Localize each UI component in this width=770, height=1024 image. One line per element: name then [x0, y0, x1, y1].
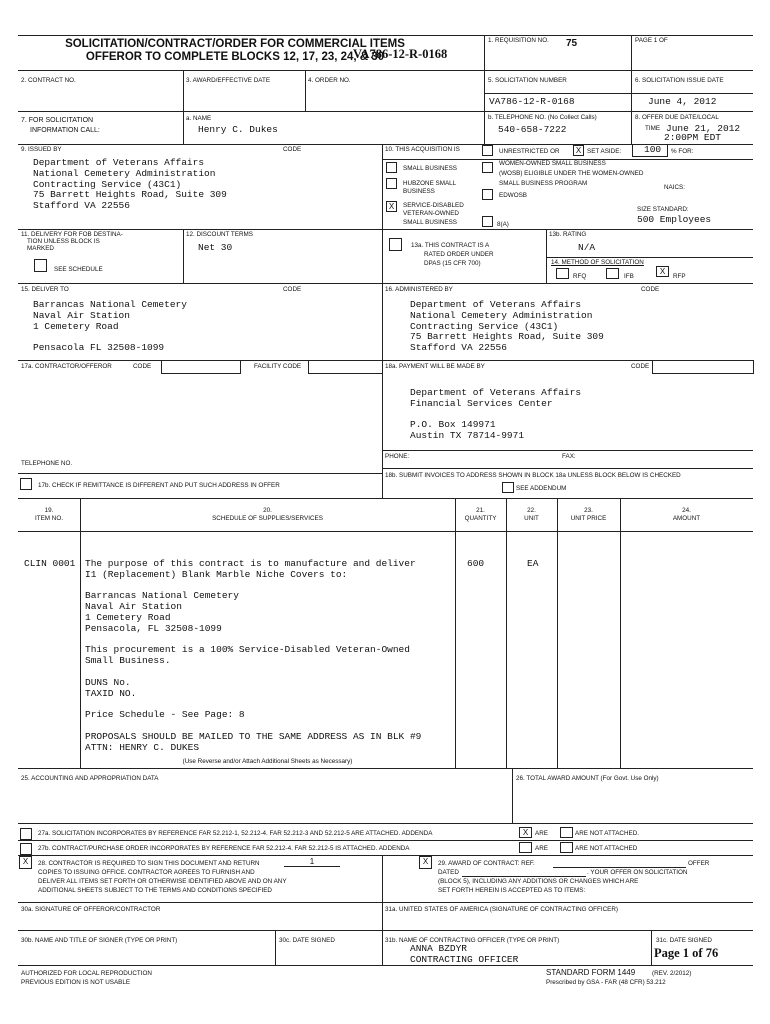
- size-standard-label: SIZE STANDARD:: [637, 206, 689, 213]
- rule: [18, 840, 753, 841]
- edwosb-label: EDWOSB: [499, 192, 527, 199]
- rule: [484, 93, 753, 94]
- reverse-note: (Use Reverse and/or Attach Additional Sheets as Necessary): [182, 758, 353, 765]
- rule: [455, 498, 456, 768]
- sdvosb-label-2: VETERAN-OWNED: [403, 210, 459, 217]
- clause-27a-are: ARE: [535, 830, 548, 837]
- payment-label: 18a. PAYMENT WILL BE MADE BY: [385, 363, 485, 370]
- rule: [651, 930, 652, 965]
- col-schedule-header: SCHEDULE OF SUPPLIES/SERVICES: [212, 515, 323, 522]
- offer-due-time[interactable]: 2:00PM EDT: [664, 132, 722, 143]
- remittance-label: 17b. CHECK IF REMITTANCE IS DIFFERENT AND PUT SUCH ADDRESS IN OFFER: [38, 482, 280, 489]
- col-quantity-num: 21.: [476, 507, 485, 514]
- solicitation-number[interactable]: VA786-12-R-0168: [489, 96, 575, 107]
- rule: [506, 498, 507, 768]
- officer-name-label: 31b. NAME OF CONTRACTING OFFICER (TYPE OR PRINT): [385, 937, 560, 944]
- clause-27a-are-checkbox[interactable]: X: [519, 827, 532, 838]
- clause-27a-are-not-checkbox[interactable]: [560, 827, 573, 838]
- deliver-to-label: 15. DELIVER TO: [21, 286, 69, 293]
- footer-authorized: AUTHORIZED FOR LOCAL REPRODUCTION: [21, 970, 152, 977]
- solicitation-method-label: 14. METHOD OF SOLICITATION: [551, 259, 644, 266]
- deliver-to-code-label: CODE: [283, 286, 302, 293]
- unrestricted-label: UNRESTRICTED OR: [499, 148, 560, 155]
- offer-due-date[interactable]: June 21, 2012: [666, 123, 741, 134]
- form-title-line2: OFFEROR TO COMPLETE BLOCKS 12, 17, 23, 24, & 30: [85, 51, 385, 63]
- rule: [183, 229, 184, 283]
- rfp-label: RFP: [673, 273, 686, 280]
- clause-29-line4: SET FORTH HEREIN IS ACCEPTED AS TO ITEMS:: [438, 887, 586, 894]
- solicitation-date-label: 6. SOLICITATION ISSUE DATE: [635, 77, 724, 84]
- set-aside-label: SET ASIDE:: [587, 148, 622, 155]
- col-amount-num: 24.: [682, 507, 691, 514]
- solicitation-number-label: 5. SOLICITATION NUMBER: [488, 77, 567, 84]
- sdvosb-checkbox[interactable]: X: [386, 201, 397, 212]
- rule: [183, 70, 184, 144]
- clause-29-line1: 29. AWARD OF CONTRACT: REF.: [438, 860, 535, 867]
- line-item-description[interactable]: The purpose of this contract is to manufacture and deliver I1 (Replacement) Blank Marble Niche Covers to: Barrancas National Cemetery Naval Air Station 1 Cemetery Road Pensacola, FL 32508-1099 This procurement is a 100% Service-Disabled Veteran-Owned Small Business. DUNS No. TAXID NO. Price Schedule - See Page: 8 PROPOSALS SHOULD BE MAILED TO THE SAME ADDRESS AS IN BLK #9 ATTN: HENRY C. DUKES: [85, 558, 422, 753]
- rfp-checkbox[interactable]: X: [656, 266, 669, 277]
- rule: [382, 855, 383, 965]
- see-schedule-checkbox[interactable]: [34, 259, 47, 272]
- rated-order-label-3: DPAS (15 CFR 700): [424, 260, 481, 267]
- rule: [484, 35, 485, 144]
- addendum-checkbox[interactable]: [502, 482, 514, 493]
- line-item-unit[interactable]: EA: [527, 558, 539, 569]
- clause-29-line2: . YOUR OFFER ON SOLICITATION: [587, 869, 688, 876]
- contractor-code-label: CODE: [133, 363, 152, 370]
- rating-value[interactable]: N/A: [578, 242, 596, 253]
- fob-label-2: TION UNLESS BLOCK IS: [27, 238, 100, 245]
- wosb-checkbox[interactable]: [482, 162, 493, 173]
- rule: [18, 498, 753, 499]
- requisition-value: 75: [566, 38, 578, 49]
- clause-29-line3: (BLOCK 5), INCLUDING ANY ADDITIONS OR CHANGES WHICH ARE: [438, 878, 639, 885]
- col-amount-header: AMOUNT: [672, 515, 701, 522]
- footer-previous-edition: PREVIOUS EDITION IS NOT USABLE: [21, 979, 131, 986]
- eight-a-label: 8(A): [497, 221, 509, 228]
- unrestricted-checkbox[interactable]: [482, 145, 493, 156]
- see-schedule-label: SEE SCHEDULE: [54, 266, 103, 273]
- requisition-label: 1. REQUISITION NO.: [488, 37, 549, 44]
- offer-due-label: 8. OFFER DUE DATE/LOCAL: [635, 114, 719, 121]
- col-item-num: 19.: [44, 507, 54, 514]
- size-standard-value[interactable]: 500 Employees: [637, 214, 712, 225]
- rule: [18, 473, 382, 474]
- clause-27b-are-not: ARE NOT ATTACHED: [575, 845, 638, 852]
- fob-label-3: MARKED: [27, 245, 54, 252]
- acquisition-label: 10. THIS ACQUISITION IS: [385, 146, 460, 153]
- rule: [18, 283, 753, 284]
- issued-by-code-label: CODE: [283, 146, 302, 153]
- rule: [305, 70, 306, 111]
- rule: [512, 768, 513, 823]
- total-award-label: 26. TOTAL AWARD AMOUNT (For Govt. Use Only): [516, 775, 659, 782]
- signer-name-label: 30b. NAME AND TITLE OF SIGNER (TYPE OR PRINT): [21, 937, 178, 944]
- discount-terms-value[interactable]: Net 30: [198, 242, 233, 253]
- officer-title[interactable]: CONTRACTING OFFICER: [410, 954, 519, 965]
- clause-29-dated: DATED: [438, 869, 459, 876]
- clause-29-ref-field[interactable]: [553, 867, 686, 868]
- small-business-checkbox[interactable]: [386, 162, 397, 173]
- col-schedule-num: 20.: [263, 507, 272, 514]
- clause-29-checkbox[interactable]: X: [419, 856, 432, 869]
- eight-a-checkbox[interactable]: [482, 216, 493, 227]
- line-item-quantity[interactable]: 600: [467, 558, 485, 569]
- clause-27b-are-not-checkbox[interactable]: [560, 842, 573, 853]
- wosb-label: WOMEN-OWNED SMALL BUSINESS: [499, 160, 606, 167]
- clause-28-line2: COPIES TO ISSUING OFFICE. CONTRACTOR AGREES TO FURNISH AND: [38, 869, 255, 876]
- rule: [18, 111, 753, 112]
- administered-by-address[interactable]: Department of Veterans Affairs National Cemetery Administration Contracting Service (43C1) 75 Barrett Heights Road, Suite 309 Stafford VA 22556: [410, 299, 604, 354]
- rfq-checkbox[interactable]: [556, 268, 569, 279]
- rule: [18, 965, 753, 966]
- telephone-label: b. TELEPHONE NO. (No Collect Calls): [488, 114, 597, 121]
- sdvosb-label: SERVICE-DISABLED: [403, 202, 464, 209]
- fob-label: 11. DELIVERY FOR FOB DESTINA-: [21, 231, 123, 238]
- rule: [382, 468, 753, 469]
- contact-name[interactable]: Henry C. Dukes: [198, 124, 278, 135]
- rated-order-label: 13a. THIS CONTRACT IS A: [411, 242, 490, 249]
- line-item-number[interactable]: CLIN 0001: [24, 558, 76, 569]
- col-unit-price-num: 23.: [584, 507, 593, 514]
- clause-28-line1: 28. CONTRACTOR IS REQUIRED TO SIGN THIS DOCUMENT AND RETURN: [38, 860, 260, 867]
- clause-27a-are-not: ARE NOT ATTACHED.: [575, 830, 640, 837]
- rule: [18, 768, 753, 769]
- set-aside-percent: 100: [644, 144, 662, 155]
- offeror-date-signed-label: 30c. DATE SIGNED: [279, 937, 335, 944]
- percent-for-label: % FOR:: [671, 148, 694, 155]
- col-unit-num: 22.: [527, 507, 536, 514]
- rule: [18, 70, 753, 71]
- footer-form-number: STANDARD FORM 1449: [546, 968, 636, 977]
- telephone-no-label: TELEPHONE NO.: [21, 460, 73, 467]
- clause-27a-checkbox[interactable]: [20, 828, 32, 840]
- clause-28-copies[interactable]: 1: [284, 858, 340, 867]
- rule: [18, 855, 753, 856]
- officer-signature-label: 31a. UNITED STATES OF AMERICA (SIGNATURE OF CONTRACTING OFFICER): [385, 906, 619, 913]
- rule: [631, 35, 632, 144]
- footer-prescribed: Prescribed by GSA - FAR (48 CFR) 53.212: [546, 979, 666, 986]
- rule: [18, 360, 753, 361]
- clause-27b-are: ARE: [535, 845, 548, 852]
- addendum-label: SEE ADDENDUM: [516, 485, 567, 492]
- hubzone-label: HUBZONE SMALL: [403, 180, 457, 187]
- clause-29-dated-field[interactable]: [462, 876, 586, 877]
- time-label: TIME: [645, 125, 661, 132]
- rule: [382, 144, 383, 498]
- clause-28-checkbox[interactable]: X: [19, 856, 32, 869]
- naics-label: NAICS:: [664, 184, 685, 191]
- payment-address[interactable]: Department of Veterans Affairs Financial Services Center P.O. Box 149971 Austin TX 78714-9971: [410, 387, 582, 442]
- wosb-label-3: SMALL BUSINESS PROGRAM: [499, 180, 588, 187]
- rule: [18, 229, 753, 230]
- edwosb-checkbox[interactable]: [482, 189, 493, 200]
- invoice-label: 18b. SUBMIT INVOICES TO ADDRESS SHOWN IN BLOCK 18a UNLESS BLOCK BELOW IS CHECKED: [385, 472, 681, 479]
- order-no-label: 4. ORDER NO.: [308, 77, 351, 84]
- ifb-checkbox[interactable]: [606, 268, 619, 279]
- clause-28-line4: ADDITIONAL SHEETS SUBJECT TO THE TERMS AND CONDITIONS SPECIFIED: [38, 887, 272, 894]
- form-title-line1: SOLICITATION/CONTRACT/ORDER FOR COMMERCIAL ITEMS: [65, 38, 405, 50]
- rule: [557, 498, 558, 768]
- solicitation-overlay-number: VA786-12-R-0168: [353, 47, 448, 61]
- ifb-label: IFB: [624, 273, 634, 280]
- rated-order-checkbox[interactable]: [389, 238, 402, 251]
- rule: [18, 531, 753, 532]
- discount-terms-label: 12. DISCOUNT TERMS: [186, 231, 253, 238]
- clause-27b-are-checkbox[interactable]: [519, 842, 532, 853]
- rfq-label: RFQ: [573, 273, 587, 280]
- rule: [18, 930, 753, 931]
- contractor-code-field[interactable]: [161, 360, 241, 374]
- contractor-label: 17a. CONTRACTOR/OFFEROR: [21, 363, 112, 370]
- rule: [80, 498, 81, 768]
- officer-name[interactable]: ANNA BZDYR: [410, 943, 468, 954]
- rule: [382, 450, 753, 451]
- rating-label: 13b. RATING: [549, 231, 587, 238]
- rule: [275, 930, 276, 965]
- fax-label: FAX:: [562, 453, 576, 460]
- page-of-label: PAGE 1 OF: [635, 37, 668, 44]
- payment-code-label: CODE: [631, 363, 650, 370]
- page-number: Page 1 of 76: [654, 946, 719, 960]
- wosb-label-2: (WOSB) ELIGIBLE UNDER THE WOMEN-OWNED: [499, 170, 644, 177]
- telephone-value[interactable]: 540-658-7222: [498, 124, 567, 135]
- contact-name-label: a. NAME: [186, 115, 212, 122]
- administered-by-label: 16. ADMINISTERED BY: [385, 286, 453, 293]
- deliver-to-address[interactable]: Barrancas National Cemetery Naval Air Station 1 Cemetery Road Pensacola FL 32508-1099: [33, 299, 187, 354]
- phone-label: PHONE:: [385, 453, 410, 460]
- remittance-checkbox[interactable]: [20, 478, 32, 490]
- contract-no-label: 2. CONTRACT NO.: [21, 77, 76, 84]
- facility-code-field[interactable]: [308, 360, 383, 374]
- officer-date-signed-label: 31c. DATE SIGNED: [656, 937, 712, 944]
- issued-by-label: 9. ISSUED BY: [21, 146, 62, 153]
- rule: [18, 35, 753, 36]
- administered-by-code-label: CODE: [641, 286, 660, 293]
- clause-27b-checkbox[interactable]: [20, 843, 32, 855]
- rule: [18, 902, 753, 903]
- rule: [620, 498, 621, 768]
- solicitation-info-label: 7. FOR SOLICITATION: [21, 117, 94, 124]
- small-business-label: SMALL BUSINESS: [403, 165, 458, 172]
- footer-revision: (REV. 2/2012): [652, 970, 692, 977]
- sdvosb-label-3: SMALL BUSINESS: [403, 219, 458, 226]
- col-item-header: ITEM NO.: [35, 515, 63, 522]
- col-unit-price-header: UNIT PRICE: [570, 515, 607, 522]
- rule: [18, 823, 753, 824]
- set-aside-checkbox[interactable]: X: [573, 145, 584, 156]
- col-unit-header: UNIT: [524, 515, 539, 522]
- issued-by-address[interactable]: Department of Veterans Affairs National Cemetery Administration Contracting Service (43C1) 75 Barrett Heights Road, Suite 309 Stafford VA 22556: [33, 157, 227, 212]
- award-date-label: 3. AWARD/EFFECTIVE DATE: [186, 77, 271, 84]
- col-quantity-header: QUANTITY: [464, 515, 497, 522]
- hubzone-label-2: BUSINESS: [403, 188, 435, 195]
- offeror-signature-label: 30a. SIGNATURE OF OFFEROR/CONTRACTOR: [21, 906, 161, 913]
- solicitation-date[interactable]: June 4, 2012: [648, 96, 717, 107]
- payment-code-field[interactable]: [652, 360, 754, 374]
- facility-code-label: FACILITY CODE: [254, 363, 302, 370]
- clause-27a: 27a. SOLICITATION INCORPORATES BY REFERENCE FAR 52.212-1, 52.212-4. FAR 52.212-3 AND 52.212-5 ARE ATTACHED. ADDENDA: [38, 830, 433, 837]
- rule: [546, 229, 547, 283]
- accounting-label: 25. ACCOUNTING AND APPROPRIATION DATA: [21, 775, 159, 782]
- clause-27b: 27b. CONTRACT/PURCHASE ORDER INCORPORATES BY REFERENCE FAR 52.212-4. FAR 52.212-5 IS ATTACHED. ADDENDA: [38, 845, 410, 852]
- rated-order-label-2: RATED ORDER UNDER: [424, 251, 494, 258]
- clause-28-line3: DELIVER ALL ITEMS SET FORTH OR OTHERWISE IDENTIFIED ABOVE AND ON ANY: [38, 878, 287, 885]
- solicitation-info-label-2: INFORMATION CALL:: [30, 127, 100, 134]
- rule: [546, 257, 753, 258]
- clause-29-offer: OFFER: [688, 860, 710, 867]
- hubzone-checkbox[interactable]: [386, 178, 397, 189]
